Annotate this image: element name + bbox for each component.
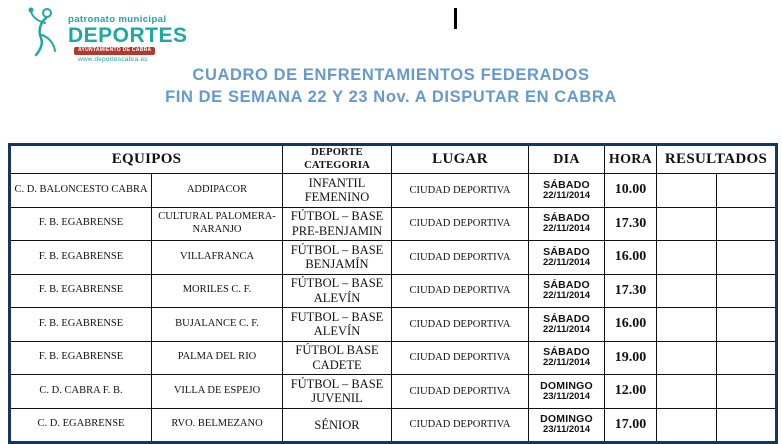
result-cell-1	[657, 308, 717, 342]
result-cell-1	[657, 408, 717, 443]
time-cell: 17.30	[605, 207, 657, 241]
team-away-cell: ADDIPACOR	[152, 174, 283, 208]
day-date: 22/11/2014	[542, 290, 591, 302]
day-cell	[529, 341, 605, 375]
venue-cell: CIUDAD DEPORTIVA	[392, 308, 529, 342]
header-hora: HORA	[605, 145, 657, 174]
result-cell-2	[717, 274, 777, 308]
header-lugar: LUGAR	[392, 145, 529, 174]
result-cell-2	[717, 174, 777, 208]
day-name: DOMINGO	[540, 379, 593, 392]
result-cell-1	[657, 375, 717, 409]
result-cell-2	[717, 308, 777, 342]
result-cell-1	[657, 341, 717, 375]
team-away-cell: PALMA DEL RIO	[152, 341, 283, 375]
venue-cell: CIUDAD DEPORTIVA	[392, 341, 529, 375]
time-cell: 16.00	[605, 241, 657, 275]
day-name: SÁBADO	[543, 212, 590, 225]
venue-cell: CIUDAD DEPORTIVA	[392, 241, 529, 275]
day-name: DOMINGO	[540, 413, 593, 426]
venue-cell: CIUDAD DEPORTIVA	[392, 274, 529, 308]
header-dia: DIA	[529, 145, 605, 174]
category-cell: FÚTBOL – BASE BENJAMÍN	[283, 241, 392, 275]
team-home-cell: F. B. EGABRENSE	[10, 241, 152, 275]
category-cell: FÚTBOL – BASE PRE-BENJAMIN	[283, 207, 392, 241]
venue-cell: CIUDAD DEPORTIVA	[392, 207, 529, 241]
result-cell-1	[657, 174, 717, 208]
team-home-cell: F. B. EGABRENSE	[10, 341, 152, 375]
header-resultados: RESULTADOS	[657, 145, 777, 174]
category-cell: FÚTBOL – BASE JUVENIL	[283, 375, 392, 409]
logo-line1: patronato municipal	[68, 14, 167, 25]
fixtures-table	[8, 143, 778, 444]
result-cell-2	[717, 375, 777, 409]
result-cell-2	[717, 341, 777, 375]
day-name: SÁBADO	[543, 279, 590, 292]
logo-banner: AYUNTAMIENTO DE CABRA	[74, 47, 155, 55]
day-date: 23/11/2014	[542, 390, 591, 402]
day-name: SÁBADO	[543, 312, 590, 325]
team-home-cell: F. B. EGABRENSE	[10, 274, 152, 308]
category-cell: FÚTBOL BASE CADETE	[283, 341, 392, 375]
day-date: 23/11/2014	[542, 424, 591, 436]
day-cell	[529, 241, 605, 275]
team-home-cell: C. D. BALONCESTO CABRA	[10, 174, 152, 208]
day-date: 22/11/2014	[542, 223, 591, 235]
day-cell	[529, 274, 605, 308]
team-away-cell: CULTURAL PALOMERA-NARANJO	[152, 207, 283, 241]
text-cursor	[454, 8, 457, 29]
table-row	[10, 274, 777, 308]
discus-thrower-icon	[26, 5, 66, 59]
day-date: 22/11/2014	[542, 256, 591, 268]
table-row	[10, 341, 777, 375]
day-name: SÁBADO	[543, 178, 590, 191]
team-home-cell: C. D. CABRA F. B.	[10, 375, 152, 409]
time-cell: 12.00	[605, 375, 657, 409]
day-cell	[529, 207, 605, 241]
patronato-deportes-logo	[26, 5, 188, 63]
result-cell-2	[717, 241, 777, 275]
day-cell	[529, 375, 605, 409]
category-cell: INFANTIL FEMENINO	[283, 174, 392, 208]
logo-wordmark: DEPORTES	[68, 24, 188, 47]
result-cell-2	[717, 408, 777, 443]
header-equipos: EQUIPOS	[10, 145, 283, 174]
day-date: 22/11/2014	[542, 323, 591, 335]
time-cell: 16.00	[605, 308, 657, 342]
category-cell: SÉNIOR	[283, 408, 392, 443]
logo-url: www.deportescabra.es	[78, 55, 148, 63]
header-deporte-line1: DEPORTE	[311, 147, 363, 159]
time-cell: 17.30	[605, 274, 657, 308]
table-row	[10, 375, 777, 409]
day-date: 22/11/2014	[542, 357, 591, 369]
time-cell: 19.00	[605, 341, 657, 375]
venue-cell: CIUDAD DEPORTIVA	[392, 375, 529, 409]
team-away-cell: RVO. BELMEZANO	[152, 408, 283, 443]
day-cell	[529, 308, 605, 342]
team-away-cell: VILLAFRANCA	[152, 241, 283, 275]
page-title-line2: FIN DE SEMANA 22 Y 23 Nov. A DISPUTAR EN CABRA	[165, 88, 617, 107]
day-name: SÁBADO	[543, 346, 590, 359]
time-cell: 10.00	[605, 174, 657, 208]
result-cell-2	[717, 207, 777, 241]
table-row	[10, 408, 777, 443]
page-title-line1: CUADRO DE ENFRENTAMIENTOS FEDERADOS	[192, 66, 590, 84]
header-deporte-categoria	[283, 145, 392, 174]
table-row	[10, 174, 777, 208]
venue-cell: CIUDAD DEPORTIVA	[392, 408, 529, 443]
day-date: 22/11/2014	[542, 189, 591, 201]
venue-cell: CIUDAD DEPORTIVA	[392, 174, 529, 208]
result-cell-1	[657, 241, 717, 275]
table-header-row	[10, 145, 777, 174]
day-name: SÁBADO	[543, 245, 590, 258]
team-away-cell: VILLA DE ESPEJO	[152, 375, 283, 409]
category-cell: FUTBOL – BASE ALEVÍN	[283, 308, 392, 342]
team-away-cell: BUJALANCE C. F.	[152, 308, 283, 342]
page-title	[0, 64, 782, 109]
team-away-cell: MORILES C. F.	[152, 274, 283, 308]
table-row	[10, 308, 777, 342]
team-home-cell: F. B. EGABRENSE	[10, 308, 152, 342]
result-cell-1	[657, 274, 717, 308]
team-home-cell: F. B. EGABRENSE	[10, 207, 152, 241]
header-deporte-line2: CATEGORIA	[304, 159, 370, 171]
table-row	[10, 241, 777, 275]
result-cell-1	[657, 207, 717, 241]
day-cell	[529, 408, 605, 443]
category-cell: FÚTBOL – BASE ALEVÍN	[283, 274, 392, 308]
day-cell	[529, 174, 605, 208]
team-home-cell: C. D. EGABRENSE	[10, 408, 152, 443]
time-cell: 17.00	[605, 408, 657, 443]
table-row	[10, 207, 777, 241]
